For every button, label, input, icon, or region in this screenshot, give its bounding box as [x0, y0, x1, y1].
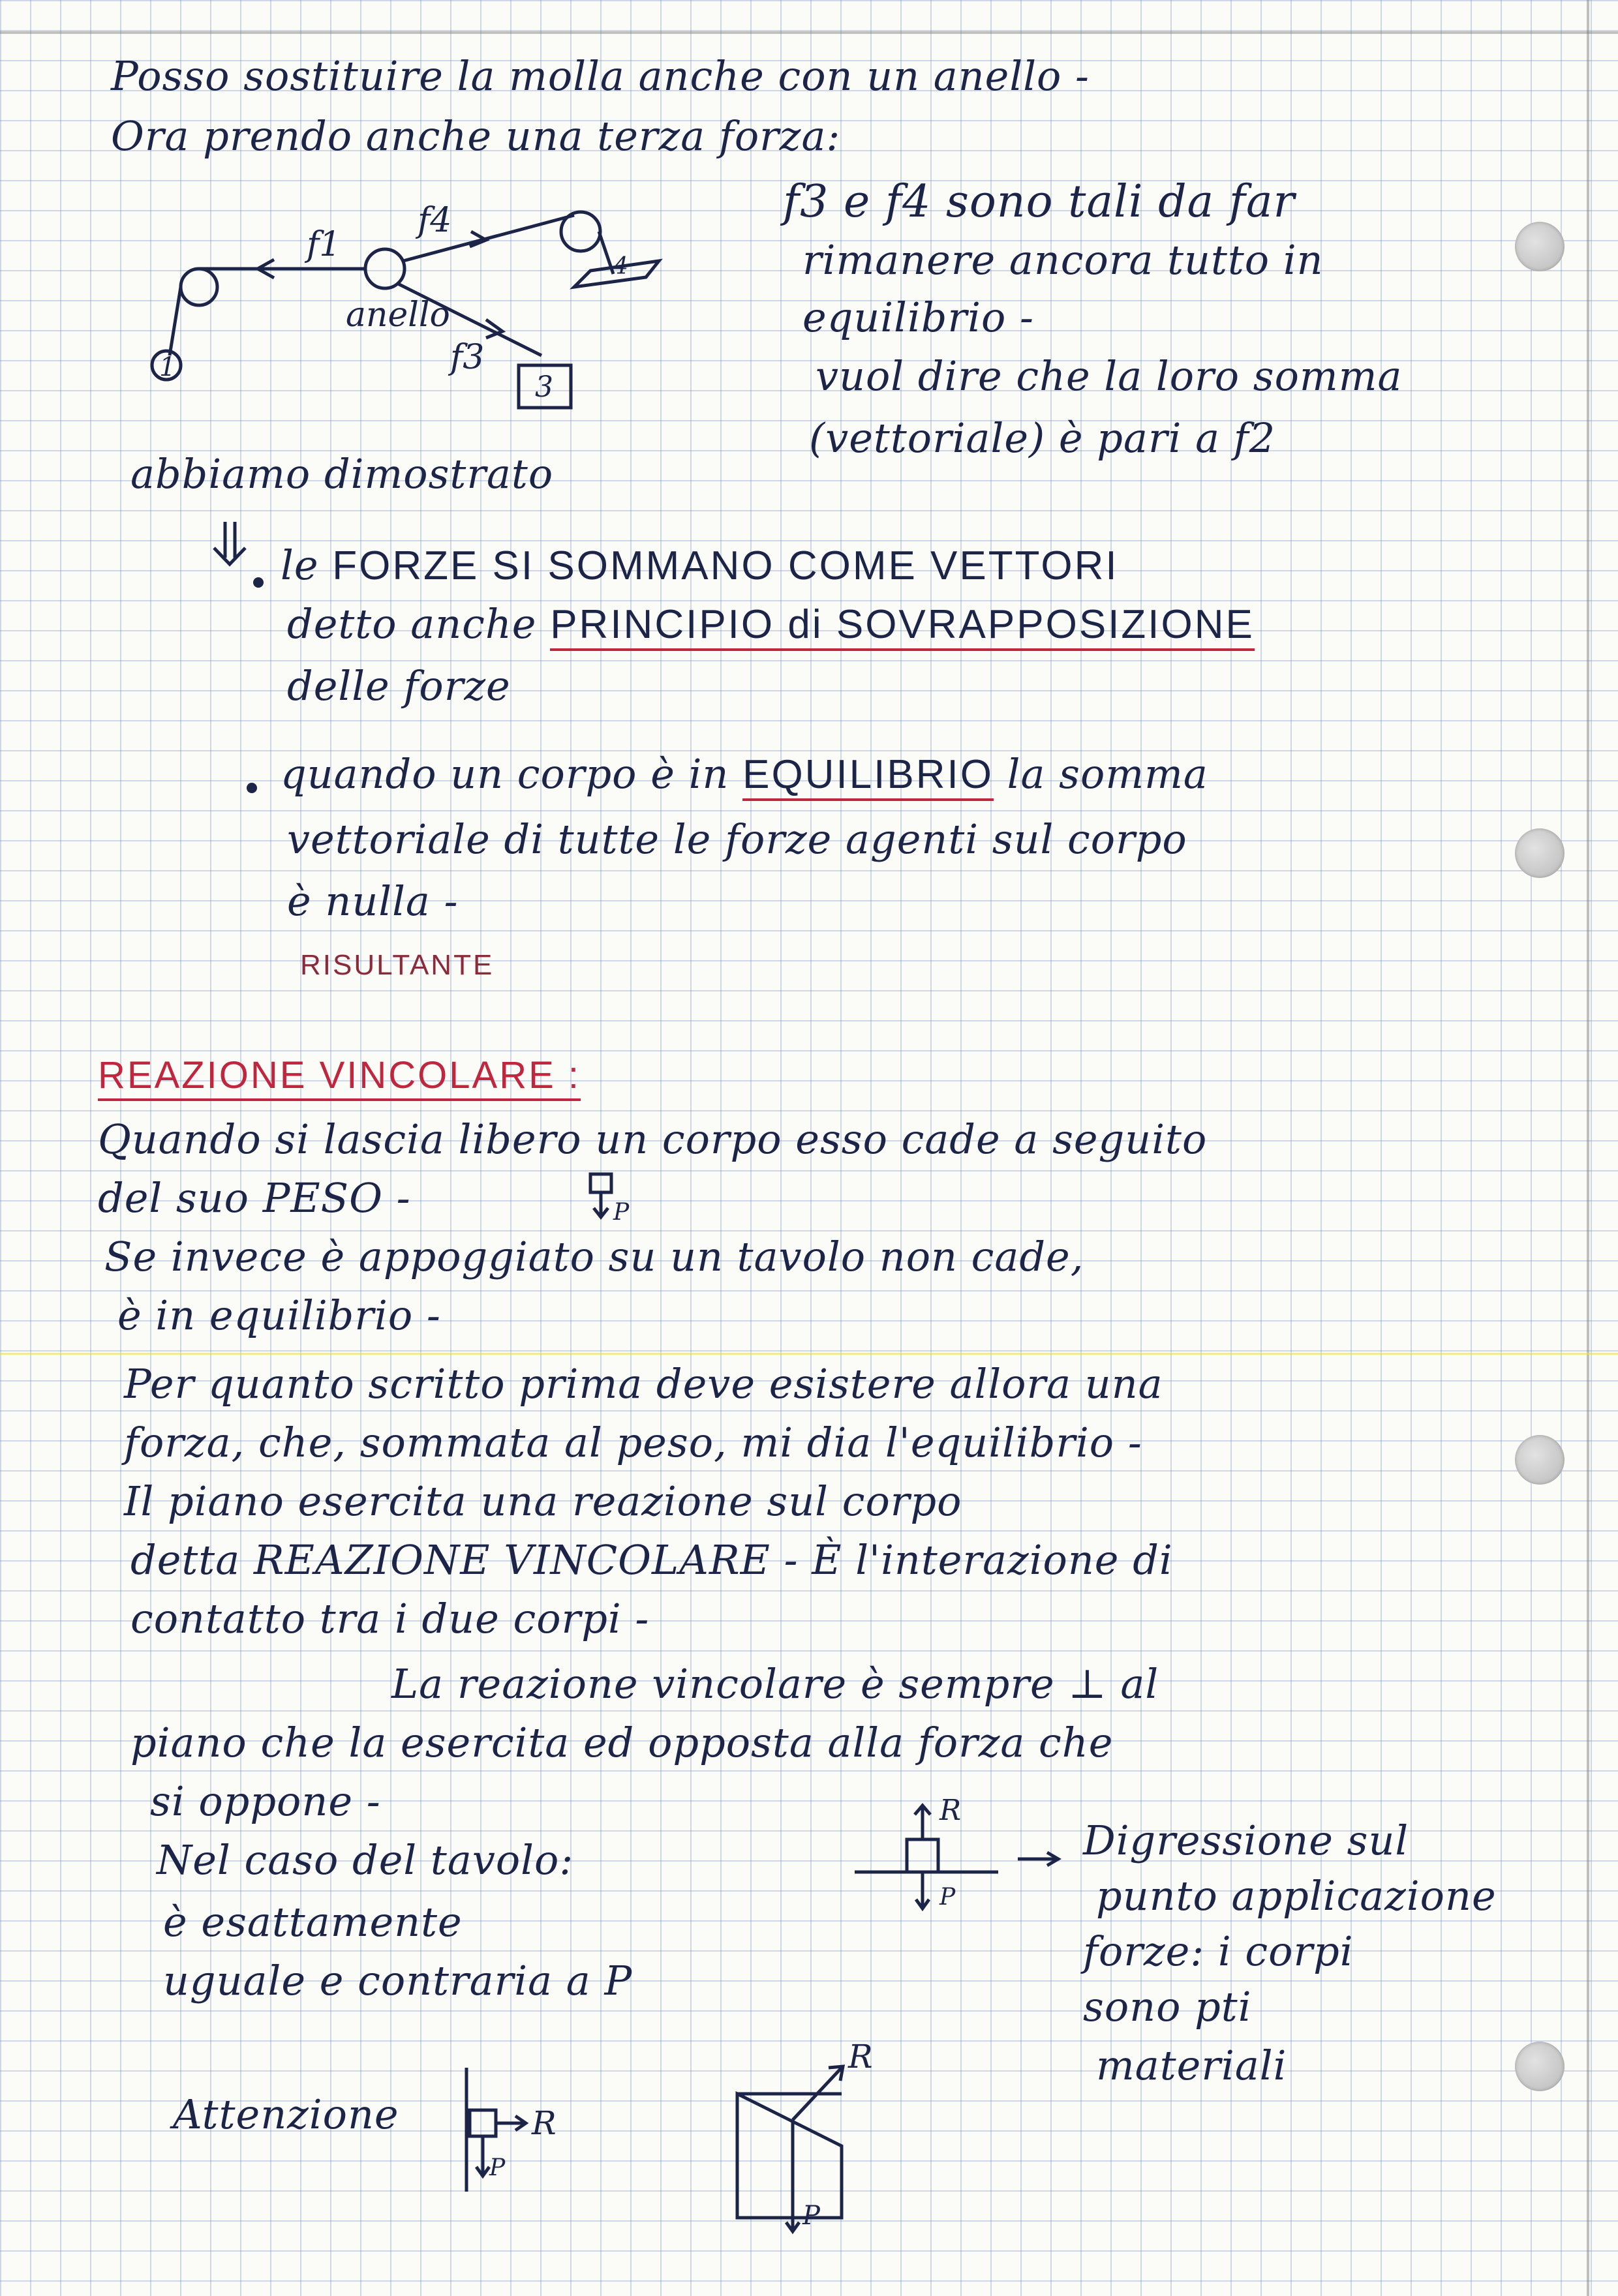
- label-mass4: 4: [613, 253, 628, 280]
- bullet-2-line-3: è nulla -: [287, 877, 459, 925]
- bullet-2-line-1: [281, 750, 1208, 798]
- para-line-2: del suo PESO -: [98, 1174, 411, 1222]
- superposition-principle: PRINCIPIO di SOVRAPPOSIZIONE: [550, 602, 1255, 651]
- right-line-5: (vettoriale) è pari a f2: [809, 414, 1276, 462]
- para-line-6: forza, che, sommata al peso, mi dia l'equilibrio -: [124, 1419, 1142, 1466]
- label-f1: f1: [307, 225, 341, 264]
- digression-line-3: forze: i corpi: [1083, 1927, 1354, 1975]
- label-anello: anello: [346, 295, 450, 335]
- right-line-3: equilibrio -: [802, 294, 1034, 341]
- label-R-wall: R: [532, 2104, 557, 2142]
- para-line-1: Quando si lascia libero un corpo esso cade a seguito: [98, 1115, 1208, 1163]
- para-line-13: Nel caso del tavolo:: [157, 1836, 574, 1884]
- bullet-1b-pre: detto anche: [287, 600, 551, 648]
- bullet-2-pre: quando un corpo è in: [281, 750, 743, 798]
- label-mass3: 3: [535, 370, 553, 404]
- right-line-1: f3 e f4 sono tali da far: [783, 176, 1296, 228]
- equilibrium-term: EQUILIBRIO: [742, 752, 994, 801]
- bullet-1-line-1: [281, 541, 1119, 589]
- para-line-7: Il piano esercita una reazione sul corpo: [124, 1477, 962, 1525]
- bullet-1-line-2: [287, 600, 1255, 648]
- para-line-4: è in equilibrio -: [117, 1292, 441, 1339]
- section-heading: REAZIONE VINCOLARE :: [98, 1053, 581, 1101]
- label-R-incline: R: [848, 2038, 873, 2076]
- label-P-small: P: [613, 1199, 630, 1226]
- pulley-right: [561, 212, 600, 251]
- para-line-3: Se invece è appoggiato su un tavolo non cade,: [104, 1233, 1084, 1280]
- bullet-2: [247, 783, 257, 793]
- bullet-1-line-3: delle forze: [287, 662, 511, 710]
- para-line-15: uguale e contraria a P: [163, 1957, 633, 2004]
- label-P-incline: P: [802, 2201, 820, 2231]
- ring: [365, 249, 404, 288]
- bullet-2-post: la somma: [993, 750, 1208, 798]
- digression-line-5: materiali: [1096, 2042, 1287, 2089]
- digression-line-2: punto applicazione: [1096, 1872, 1497, 1920]
- incline-block: [737, 2094, 842, 2218]
- para-line-9: contatto tra i due corpi -: [130, 1595, 650, 1642]
- para-line-11: piano che la esercita ed opposta alla forza che: [130, 1719, 1114, 1766]
- para-line-10: La reazione vincolare è sempre ⊥ al: [391, 1660, 1159, 1708]
- para-line-14: è esattamente: [163, 1898, 463, 1946]
- digression-line-4: sono pti: [1083, 1983, 1252, 2031]
- digression-line-1: Digressione sul: [1083, 1817, 1409, 1864]
- forces-sum-as-vectors: FORZE SI SOMMANO COME VETTORI: [332, 543, 1119, 588]
- para-line-12: si oppone -: [150, 1777, 381, 1825]
- risultante-note: RISULTANTE: [300, 949, 495, 981]
- label-f3: f3: [450, 338, 485, 377]
- note-line-1: Posso sostituire la molla anche con un anello -: [111, 52, 1090, 100]
- label-mass1: 1: [159, 352, 176, 382]
- pulley-left: [181, 269, 217, 305]
- bullet-1: [253, 577, 264, 588]
- right-line-2: rimanere ancora tutto in: [802, 236, 1324, 284]
- bullet-1-pre: le: [281, 541, 333, 589]
- bullet-2-line-2: vettoriale di tutte le forze agenti sul corpo: [287, 815, 1187, 863]
- para-line-8: detta REAZIONE VINCOLARE - È l'interazione di: [130, 1536, 1173, 1584]
- right-line-4: vuol dire che la loro somma: [816, 352, 1403, 400]
- arrow-f4: [470, 232, 486, 247]
- attenzione-note: Attenzione: [173, 2091, 399, 2138]
- label-P-wall: P: [489, 2154, 506, 2181]
- demonstrated-line: abbiamo dimostrato: [130, 450, 554, 498]
- label-P-table: P: [939, 1884, 956, 1911]
- label-f4: f4: [418, 201, 452, 240]
- note-line-2: Ora prendo anche una terza forza:: [111, 112, 841, 160]
- rope-mass1: [170, 287, 181, 355]
- label-R-table: R: [939, 1794, 962, 1827]
- para-line-5: Per quanto scritto prima deve esistere allora una: [124, 1360, 1163, 1408]
